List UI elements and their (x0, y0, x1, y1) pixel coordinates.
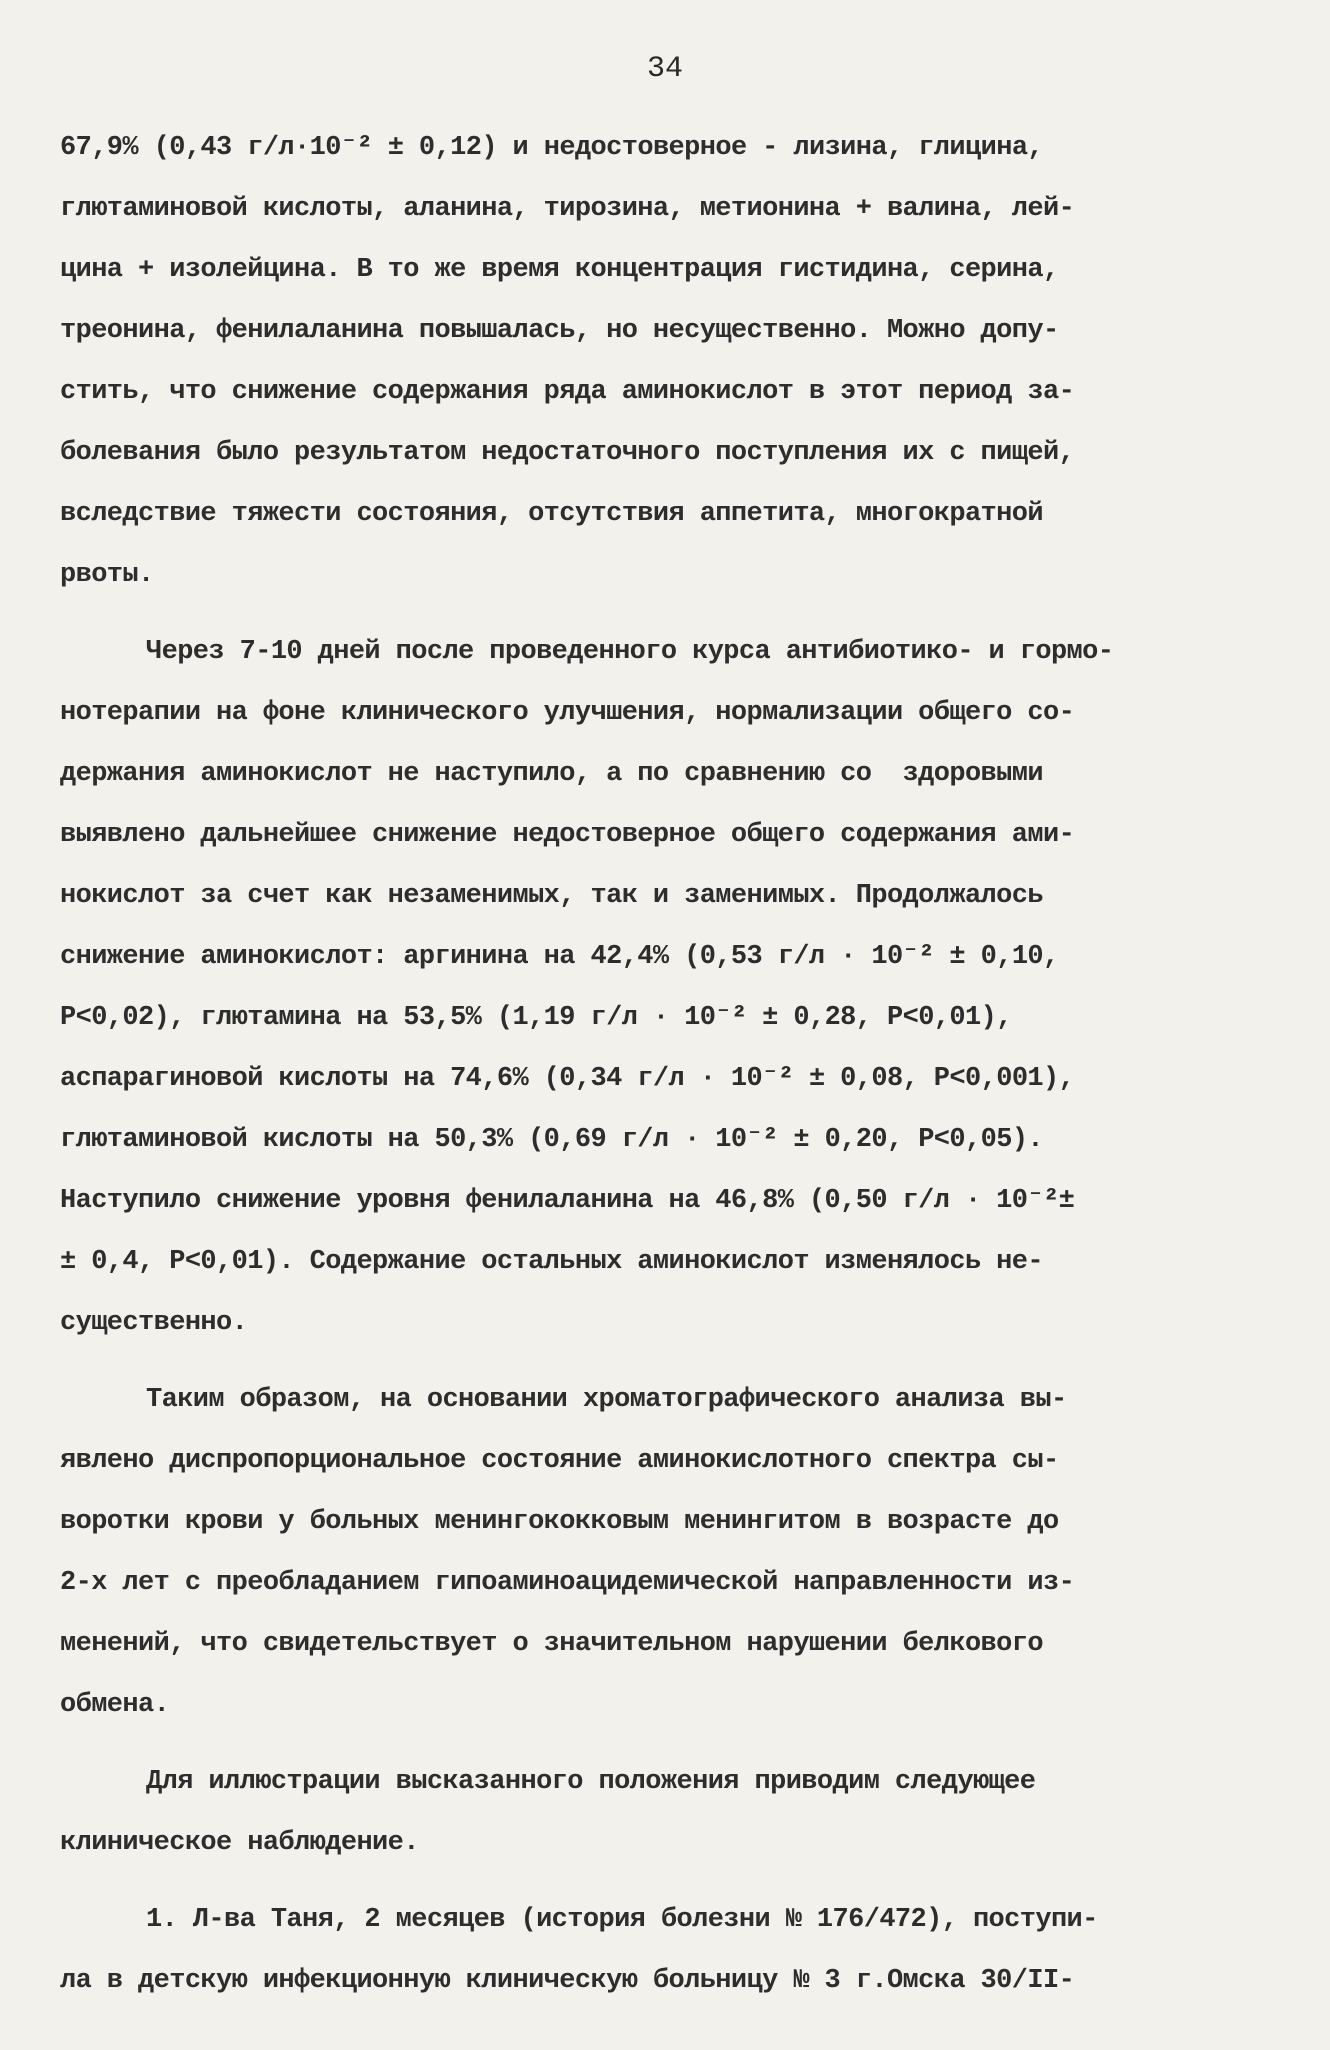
text-line: явлено диспропорциональное состояние аминокислотного спектра сы- (60, 1446, 1059, 1476)
text-line: 67,9% (0,43 г/л·10⁻² ± 0,12) и недостоверное - лизина, глицина, (60, 133, 1044, 163)
text-line: Через 7-10 дней после проведенного курса антибиотико- и гормо- (146, 637, 1114, 667)
paragraph-4 (60, 1752, 1260, 1874)
text-line: воротки крови у больных менингококковым менингитом в возрасте до (60, 1507, 1059, 1537)
paragraph-2 (60, 622, 1260, 1354)
text-line: клиническое наблюдение. (60, 1828, 419, 1858)
text-line: 1. Л-ва Таня, 2 месяцев (история болезни № 176/472), поступи- (146, 1905, 1098, 1935)
page-number: 34 (646, 52, 683, 86)
text-line: ± 0,4, P<0,01). Содержание остальных аминокислот изменялось не- (60, 1247, 1043, 1277)
text-line: держания аминокислот не наступило, а по сравнению со здоровыми (60, 759, 1043, 789)
text-line: треонина, фенилаланина повышалась, но несущественно. Можно допу- (60, 316, 1059, 346)
paragraph-5 (60, 1890, 1260, 2012)
text-line: выявлено дальнейшее снижение недостоверное общего содержания ами- (60, 820, 1075, 850)
text-line: снижение аминокислот: аргинина на 42,4% (0,53 г/л · 10⁻² ± 0,10, (60, 942, 1059, 972)
text-line: Для иллюстрации высказанного положения приводим следующее (146, 1767, 1036, 1797)
text-line: аспарагиновой кислоты на 74,6% (0,34 г/л · 10⁻² ± 0,08, P<0,001), (60, 1064, 1075, 1094)
text-line: нотерапии на фоне клинического улучшения, нормализации общего со- (60, 698, 1075, 728)
text-line: рвоты. (60, 560, 154, 590)
text-line: глютаминовой кислоты на 50,3% (0,69 г/л · 10⁻² ± 0,20, P<0,05). (60, 1125, 1044, 1155)
text-line: Таким образом, на основании хроматографического анализа вы- (146, 1385, 1067, 1415)
body-text (60, 118, 1260, 2012)
paragraph-3 (60, 1370, 1260, 1736)
text-line: цина + изолейцина. В то же время концентрация гистидина, серина, (60, 255, 1059, 285)
text-line: обмена. (60, 1690, 170, 1720)
text-line: ла в детскую инфекционную клиническую больницу № 3 г.Омска 30/II- (60, 1966, 1075, 1996)
text-line: P<0,02), глютамина на 53,5% (1,19 г/л · 10⁻² ± 0,28, P<0,01), (60, 1003, 1012, 1033)
text-line: 2-х лет с преобладанием гипоаминоацидемической направленности из- (60, 1568, 1075, 1598)
text-line: болевания было результатом недостаточного поступления их с пищей, (60, 438, 1075, 468)
text-line: существенно. (60, 1308, 248, 1338)
text-line: стить, что снижение содержания ряда аминокислот в этот период за- (60, 377, 1075, 407)
text-line: нокислот за счет как незаменимых, так и заменимых. Продолжалось (60, 881, 1043, 911)
text-line: глютаминовой кислоты, аланина, тирозина, метионина + валина, лей- (60, 194, 1075, 224)
text-line: Наступило снижение уровня фенилаланина на 46,8% (0,50 г/л · 10⁻²± (60, 1186, 1075, 1216)
text-line: вследствие тяжести состояния, отсутствия аппетита, многократной (60, 499, 1043, 529)
text-line: менений, что свидетельствует о значительном нарушении белкового (60, 1629, 1043, 1659)
paragraph-1 (60, 118, 1260, 606)
